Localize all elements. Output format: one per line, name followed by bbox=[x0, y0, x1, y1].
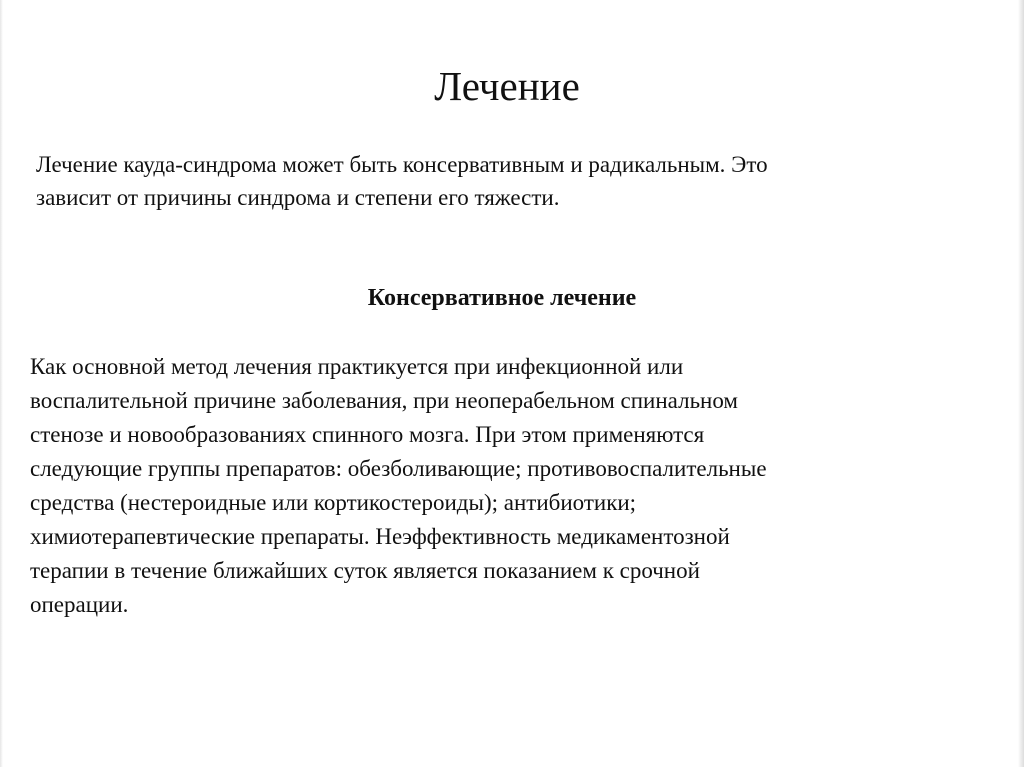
body-line: воспалительной причине заболевания, при неоперабельном спинальном bbox=[30, 388, 738, 413]
body-line: терапии в течение ближайших суток является показанием к срочной bbox=[30, 558, 700, 583]
body-line: операции. bbox=[30, 592, 129, 617]
body-paragraph bbox=[30, 350, 910, 622]
section-heading: Консервативное лечение bbox=[367, 285, 637, 311]
slide-right-edge bbox=[1018, 0, 1024, 767]
body-line: химиотерапевтические препараты. Неэффективность медикаментозной bbox=[30, 524, 730, 549]
body-line: средства (нестероидные или кортикостероиды); антибиотики; bbox=[30, 490, 637, 515]
body-line: Как основной метод лечения практикуется при инфекционной или bbox=[30, 354, 684, 379]
intro-line: Лечение кауда-синдрома может быть консервативным и радикальным. Это bbox=[36, 152, 768, 177]
slide-title: Лечение bbox=[434, 63, 580, 109]
intro-paragraph bbox=[36, 148, 986, 214]
body-line: следующие группы препаратов: обезболивающие; противовоспалительные bbox=[30, 456, 767, 481]
intro-line: зависит от причины синдрома и степени его тяжести. bbox=[36, 185, 560, 210]
body-line: стенозе и новообразованиях спинного мозга. При этом применяются bbox=[30, 422, 705, 447]
slide-left-edge bbox=[0, 0, 3, 767]
